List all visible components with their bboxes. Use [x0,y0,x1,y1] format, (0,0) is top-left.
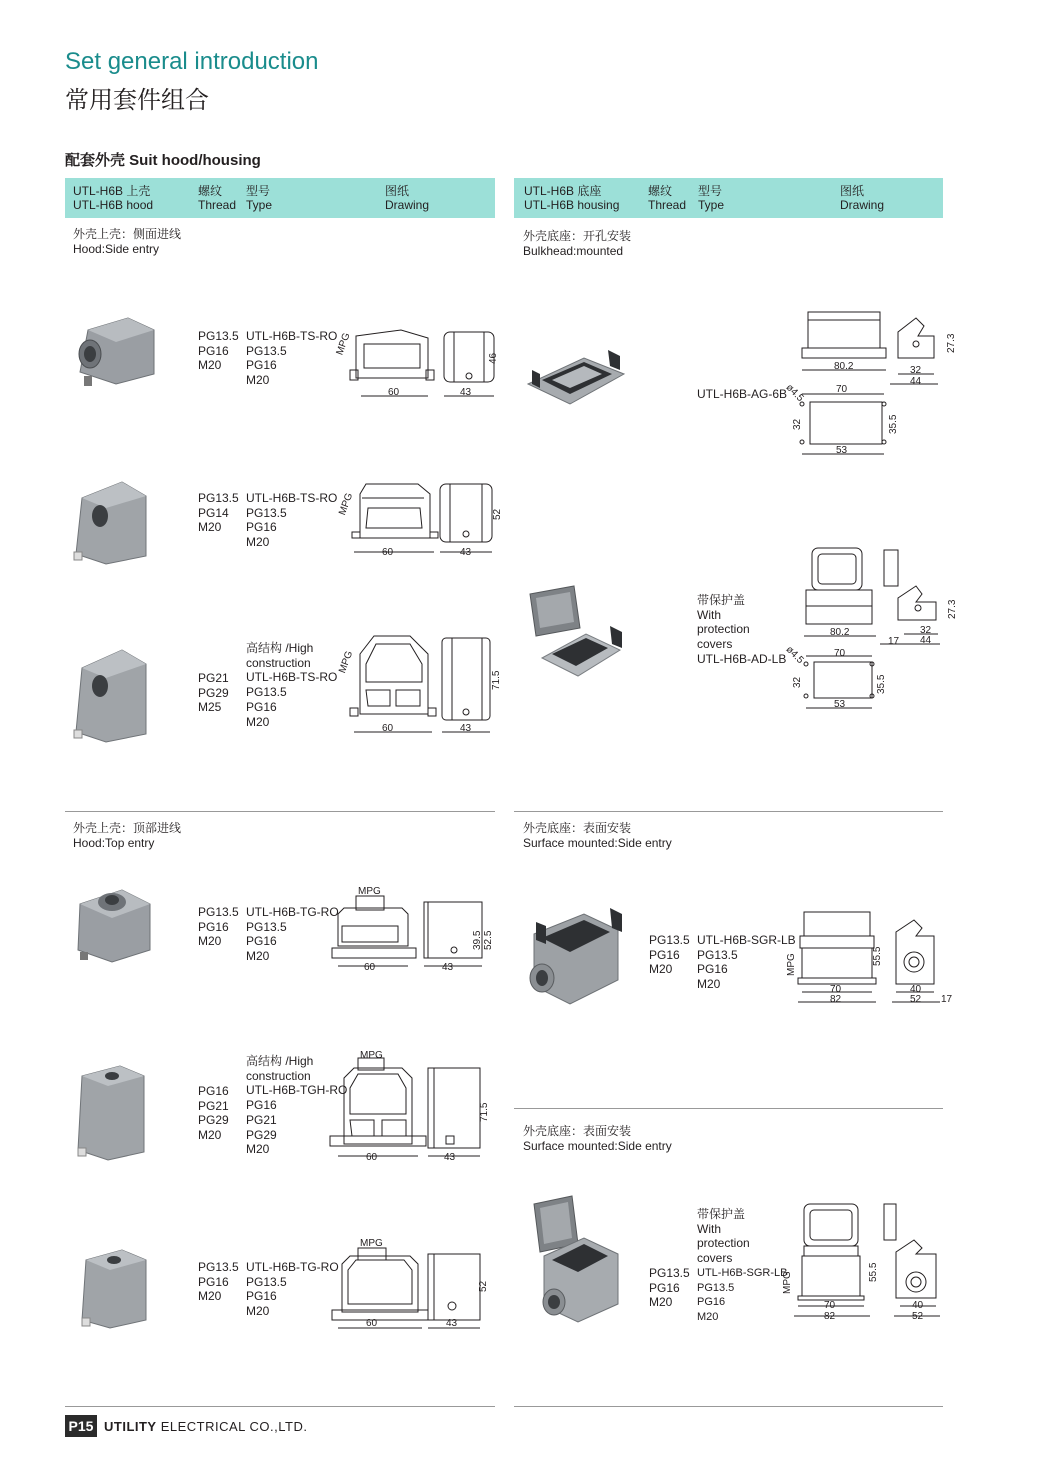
dim-label: 35.5 [876,674,887,694]
bulkhead-housing-drawing [784,308,964,458]
section-bulkhead-mounted: 外壳底座：开孔安装 Bulkhead:mounted [523,229,632,258]
dim-label: MPG [337,649,356,675]
dim-label: 40 [912,1300,924,1311]
dim-label: ø4.5 [783,382,806,405]
thread-list: PG16 PG21 PG29 M20 [198,1084,229,1143]
thread-list: PG13.5 PG16 M20 [198,905,239,949]
dim-label: MPG [786,953,797,976]
thread-list: PG13.5 PG16 M20 [198,329,239,373]
dim-label: MPG [337,491,356,517]
dim-label: 55.5 [868,1262,879,1282]
dim-label: 82 [824,1311,836,1322]
dim-label: MPG [782,1271,793,1294]
dim-label: MPG [360,1050,383,1061]
divider [514,1406,943,1407]
header-drawing: 图纸 Drawing [385,184,430,212]
dim-label: 43 [460,723,472,734]
type-list: UTL-H6B-SGR-LB PG13.5 PG16 M20 [697,1267,788,1324]
hood-high-construction-drawing [336,634,506,739]
page-title-zh: 常用套件组合 [65,87,209,114]
dim-label: 53 [836,445,848,456]
type-list: UTL-H6B-TS-RO PG13.5 PG16 M20 [246,491,338,550]
divider [514,811,943,812]
dim-label: 80.2 [830,627,850,638]
dim-label: 70 [834,648,846,659]
dim-label: 70 [824,1300,836,1311]
type-list: UTL-H6B-AG-6B [697,387,788,401]
type-list: 高结构 /High construction UTL-H6B-TS-RO PG13.5 PG16 M20 [246,641,338,729]
right-table-header [514,178,943,218]
header-type: 型号 Type [246,184,273,212]
dim-label: 44 [910,376,922,387]
dim-label: 40 [910,984,922,995]
dim-label: 44 [920,635,932,646]
section-hood-top-entry: 外壳上壳：顶部进线 Hood:Top entry [73,821,182,850]
header-thread: 螺纹 Thread [198,184,237,212]
dim-label: 43 [460,547,472,558]
surface-housing-cover-photo [524,1194,624,1334]
hood-side-entry-drawing [336,480,506,560]
dim-label: 71.5 [479,1102,490,1122]
hood-side-entry-photo [70,476,160,568]
dim-label: ø4.5 [783,644,806,667]
header-drawing: 图纸 Drawing [840,184,885,212]
section-surface-mounted-2: 外壳底座：表面安装 Surface mounted:Side entry [523,1124,672,1153]
hood-top-entry-drawing [326,1234,498,1334]
section-surface-mounted-1: 外壳底座：表面安装 Surface mounted:Side entry [523,821,672,850]
hood-side-entry-drawing [336,326,501,401]
dim-label: 32 [792,676,803,688]
hood-high-construction-photo [70,646,160,746]
dim-label: 70 [836,384,848,395]
dim-label: 55.5 [872,946,883,966]
dim-label: 60 [382,723,394,734]
dim-label: 46 [488,352,499,364]
thread-list: PG13.5 PG16 M20 [198,1260,239,1304]
surface-housing-photo [524,904,624,1014]
header-thread: 螺纹 Thread [648,184,687,212]
left-table-header [65,178,495,218]
thread-list: PG13.5 PG16 M20 [649,1266,690,1310]
dim-label: 32 [910,365,922,376]
hood-side-entry-photo [70,312,160,392]
company-name-rest: ELECTRICAL CO.,LTD. [156,1419,308,1434]
header-housing: UTL-H6B 底座 UTL-H6B housing [524,184,620,212]
dim-label: 60 [366,1152,378,1163]
dim-label: 52 [492,508,503,520]
hood-top-entry-high-photo [72,1060,162,1165]
dim-label: 53 [834,699,846,710]
dim-label: 82 [830,994,842,1005]
dim-label: 32 [920,625,932,636]
hood-top-entry-drawing [328,884,498,974]
type-list: UTL-H6B-TG-RO PG13.5 PG16 M20 [246,1260,339,1319]
surface-housing-drawing [784,906,954,1006]
dim-label: 60 [388,387,400,398]
type-list: UTL-H6B-SGR-LB PG13.5 PG16 M20 [697,933,796,992]
hood-top-entry-photo [76,1244,166,1334]
dim-label: 27.3 [946,333,957,353]
dim-label: 52 [910,994,922,1005]
divider [514,1108,943,1109]
header-hood: UTL-H6B 上壳 UTL-H6B hood [73,184,154,212]
type-list: UTL-H6B-TS-RO PG13.5 PG16 M20 [246,329,338,388]
dim-label: 27.3 [947,599,958,619]
dim-label: 17 [888,636,900,647]
dim-label: 32 [792,418,803,430]
divider [65,811,495,812]
page-title-en: Set general introduction [65,48,319,75]
dim-label: 60 [382,547,394,558]
dim-label: 43 [460,387,472,398]
dim-label: 35.5 [888,414,899,434]
bulkhead-housing-photo [524,340,628,420]
hood-top-entry-high-drawing [326,1048,498,1163]
thread-list: PG13.5 PG16 M20 [649,933,690,977]
type-list: 带保护盖 With protection covers UTL-H6B-AD-LB [697,593,787,666]
dim-label: 17 [941,994,953,1005]
dim-label: 43 [442,962,454,973]
section-title: 配套外壳 Suit hood/housing [65,152,261,169]
bulkhead-housing-cover-drawing [780,546,965,716]
thread-list: PG21 PG29 M25 [198,671,229,715]
dim-label: 60 [366,1318,378,1329]
dim-label: 39.5 [472,930,483,950]
dim-label: 52 [478,1280,489,1292]
page-number-badge: P15 [65,1415,97,1437]
header-type: 型号 Type [698,184,725,212]
company-name-bold: UTILITY [104,1419,157,1434]
thread-list: PG13.5 PG14 M20 [198,491,239,535]
company-name [104,1419,307,1434]
dim-label: 43 [444,1152,456,1163]
bulkhead-housing-cover-photo [524,584,624,694]
dim-label: 43 [446,1318,458,1329]
section-hood-side-entry: 外壳上壳：侧面进线 Hood:Side entry [73,227,182,256]
hood-top-entry-photo [72,880,162,970]
dim-label: MPG [358,886,381,897]
type-heading: 带保护盖 With protection covers [697,1207,750,1266]
dim-label: 80.2 [834,361,854,372]
dim-label: 70 [830,984,842,995]
type-list: 高结构 /High construction UTL-H6B-TGH-RO PG16 PG21 PG29 M20 [246,1054,348,1157]
dim-label: 71.5 [491,670,502,690]
dim-label: MPG [334,331,353,357]
dim-label: MPG [360,1238,383,1249]
dim-label: 52 [912,1311,924,1322]
divider [65,1406,495,1407]
dim-label: 60 [364,962,376,973]
dim-label: 52.5 [483,930,494,950]
surface-housing-cover-drawing [780,1196,954,1326]
type-list: UTL-H6B-TG-RO PG13.5 PG16 M20 [246,905,339,964]
